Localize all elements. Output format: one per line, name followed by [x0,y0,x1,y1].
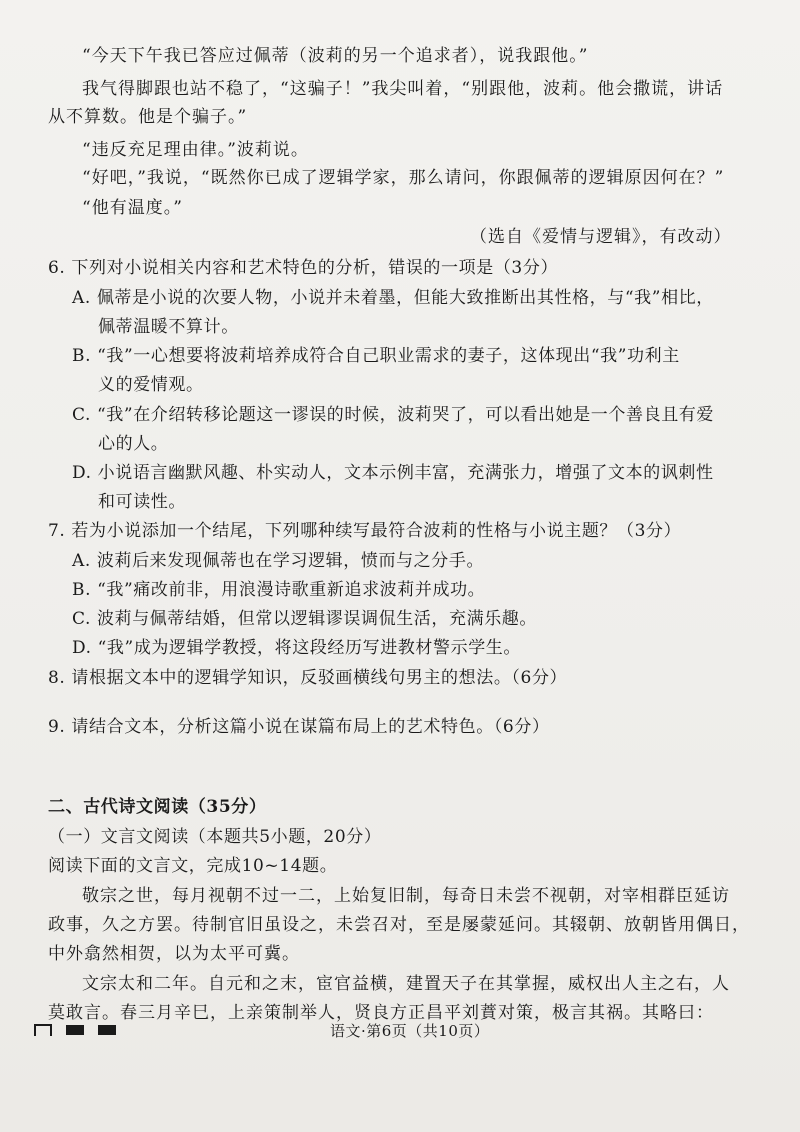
registration-mark-solid-icon [98,1025,116,1035]
story-paragraph-1: “今天下午我已答应过佩蒂（波莉的另一个追求者），说我跟他。” [82,46,589,66]
question-6-option-b-line-2: 义的爱情观。 [98,375,204,395]
question-6-option-d-line-2: 和可读性。 [98,492,186,512]
question-6-option-d-line-1: D. 小说语言幽默风趣、朴实动人，文本示例丰富，充满张力，增强了文本的讽刺性 [72,463,714,483]
classical-paragraph-1-line-1: 敬宗之世，每月视朝不过一二，上始复旧制，每奇日未尝不视朝，对宰相群臣延访 [82,886,730,906]
registration-mark-open-icon [34,1024,52,1036]
question-7-option-c: C. 波莉与佩蒂结婚，但常以逻辑谬误调侃生活，充满乐趣。 [72,609,538,629]
story-paragraph-3: “违反充足理由律。”波莉说。 [82,140,309,160]
story-paragraph-4: “好吧，”我说，“既然你已成了逻辑学家，那么请问，你跟佩蒂的逻辑原因何在？” [82,168,725,188]
question-6-option-b-line-1: B. “我”一心想要将波莉培养成符合自己职业需求的妻子，这体现出“我”功利主 [72,346,680,366]
story-paragraph-5: “他有温度。” [82,198,183,218]
page-number-footer: 语文·第6页（共10页） [330,1022,490,1040]
classical-paragraph-1-line-3: 中外翕然相贺，以为太平可冀。 [48,944,300,964]
question-6-option-a-line-1: A. 佩蒂是小说的次要人物，小说并未着墨，但能大致推断出其性格，与“我”相比， [72,288,714,308]
classical-paragraph-2-line-1: 文宗太和二年。自元和之末，宦官益横，建置天子在其掌握，威权出人主之右，人 [82,974,730,994]
question-7-stem: 7. 若为小说添加一个结尾，下列哪种续写最符合波莉的性格与小说主题？（3分） [48,521,682,541]
section-2-instruction: 阅读下面的文言文，完成10~14题。 [48,856,338,876]
question-7-option-b: B. “我”痛改前非，用浪漫诗歌重新追求波莉并成功。 [72,580,486,600]
section-2-title: 二、古代诗文阅读（35分） [48,797,267,817]
question-6-option-a-line-2: 佩蒂温暖不算计。 [98,317,239,337]
story-paragraph-2-line-2: 从不算数。他是个骗子。” [48,107,248,127]
question-7-option-d: D. “我”成为逻辑学教授，将这段经历写进教材警示学生。 [72,638,522,658]
classical-paragraph-1-line-2: 政事，久之方罢。待制官旧虽设之，未尝召对，至是屡蒙延问。其辍朝、放朝皆用偶日， [48,915,750,935]
question-7-option-a: A. 波莉后来发现佩蒂也在学习逻辑，愤而与之分手。 [72,551,485,571]
section-2-subsection: （一）文言文阅读（本题共5小题，20分） [48,827,382,847]
registration-mark-solid-icon [66,1025,84,1035]
question-8: 8. 请根据文本中的逻辑学知识，反驳画横线句男主的想法。（6分） [48,668,568,688]
story-paragraph-2-line-1: 我气得脚跟也站不稳了，“这骗子！”我尖叫着，“别跟他，波莉。他会撒谎，讲话 [82,79,724,99]
question-6-stem: 6. 下列对小说相关内容和艺术特色的分析，错误的一项是（3分） [48,258,559,278]
classical-paragraph-2-line-2: 莫敢言。春三月辛巳，上亲策制举人，贤良方正昌平刘蕡对策，极言其祸。其略曰： [48,1003,714,1023]
question-6-option-c-line-1: C. “我”在介绍转移论题这一谬误的时候，波莉哭了，可以看出她是一个善良且有爱 [72,405,714,425]
question-9: 9. 请结合文本，分析这篇小说在谋篇布局上的艺术特色。（6分） [48,717,550,737]
story-source-note: （选自《爱情与逻辑》，有改动） [470,227,732,247]
registration-marks [34,1024,116,1036]
question-6-option-c-line-2: 心的人。 [98,434,169,454]
